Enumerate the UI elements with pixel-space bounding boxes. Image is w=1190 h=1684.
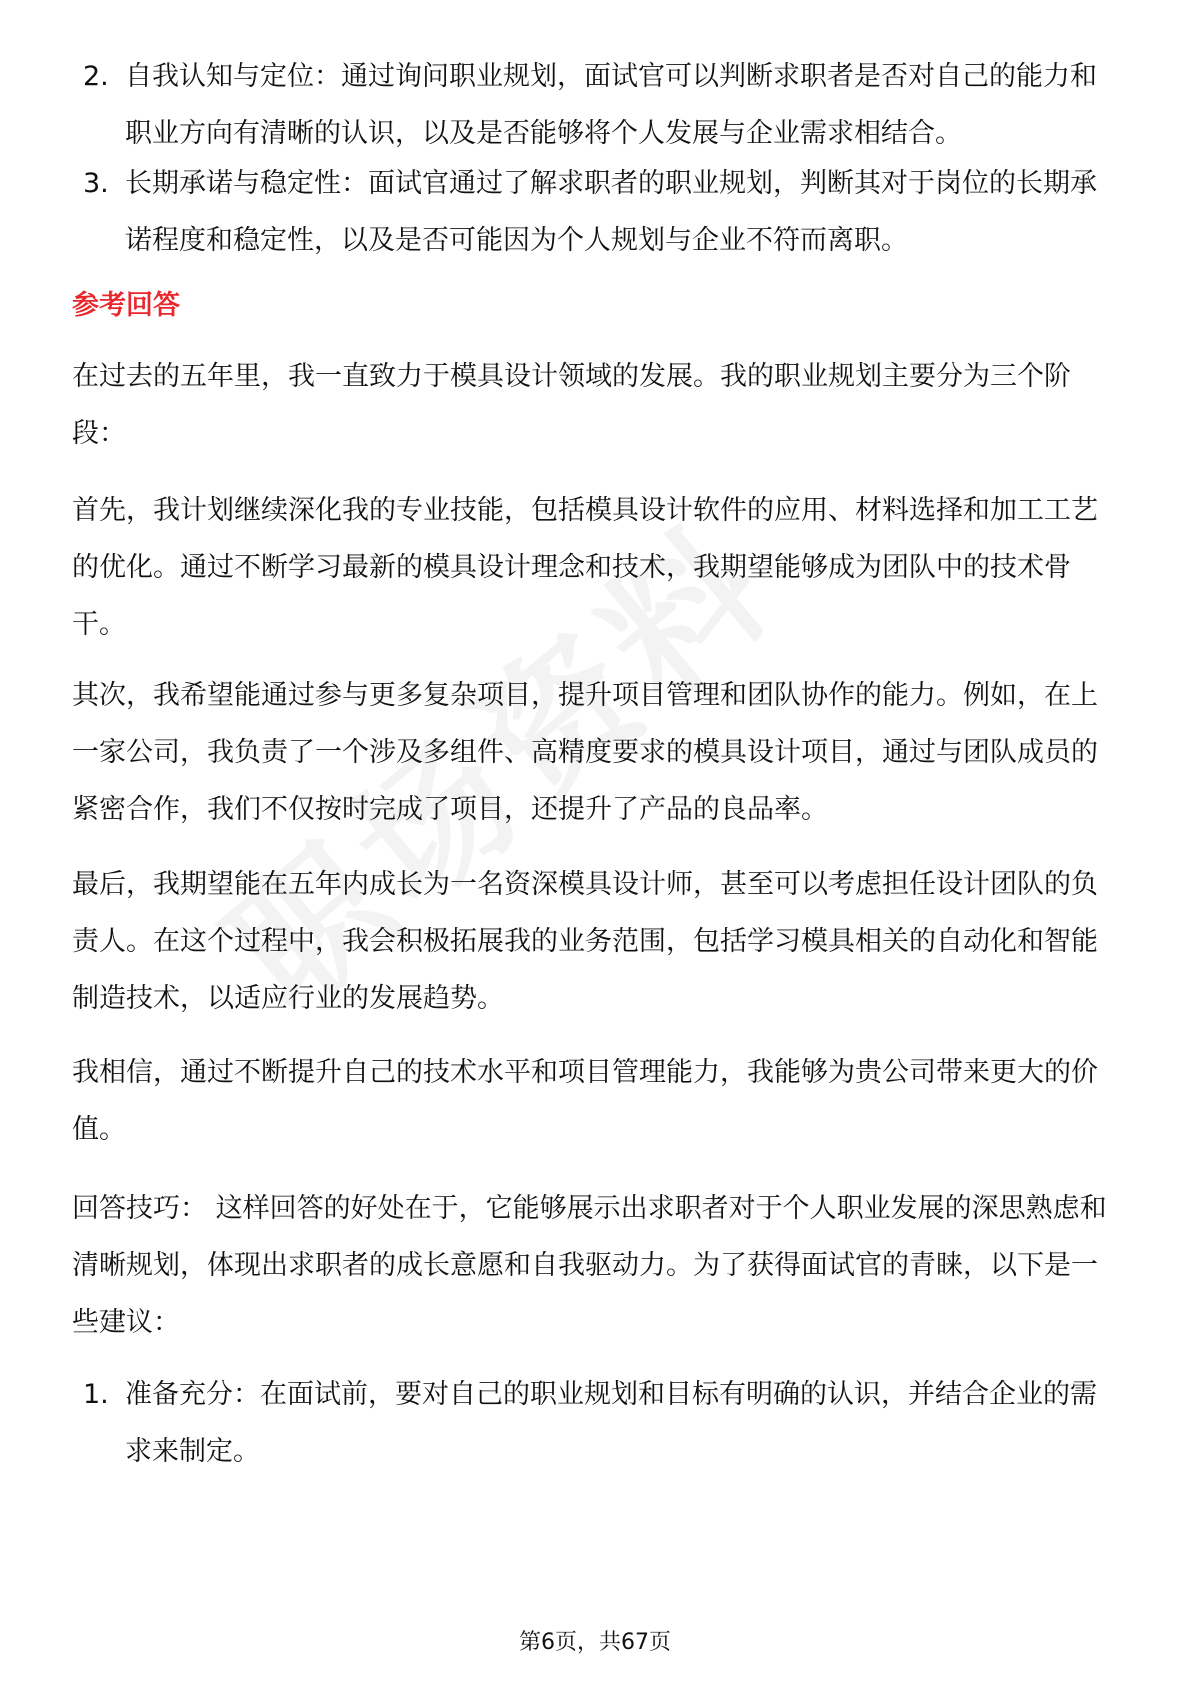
- paragraph: 首先，我计划继续深化我的专业技能，包括模具设计软件的应用、材料选择和加工工艺的优化。通过不断学习最新的模具设计理念和技术，我期望能够成为团队中的技术骨干。: [72, 495, 1098, 640]
- list-number: 2.: [83, 61, 109, 92]
- list-number: 1.: [83, 1379, 109, 1410]
- list-number: 3.: [83, 168, 109, 199]
- list-item: [70, 1366, 1120, 1480]
- paragraph: 在过去的五年里，我一直致力于模具设计领域的发展。我的职业规划主要分为三个阶段：: [72, 361, 1071, 449]
- page-footer: 第6页，共67页: [519, 1630, 671, 1655]
- section-heading: 参考回答: [72, 290, 180, 321]
- list-item: [70, 48, 1120, 162]
- paragraph: 回答技巧： 这样回答的好处在于，它能够展示出求职者对于个人职业发展的深思熟虑和清晰规划，体现出求职者的成长意愿和自我驱动力。为了获得面试官的青睐，以下是一些建议：: [72, 1193, 1107, 1338]
- list-text: 准备充分：在面试前，要对自己的职业规划和目标有明确的认识，并结合企业的需求来制定。: [125, 1379, 1097, 1467]
- list-text: 自我认知与定位：通过询问职业规划，面试官可以判断求职者是否对自己的能力和职业方向有清晰的认识，以及是否能够将个人发展与企业需求相结合。: [125, 61, 1097, 149]
- paragraph: 其次，我希望能通过参与更多复杂项目，提升项目管理和团队协作的能力。例如，在上一家公司，我负责了一个涉及多组件、高精度要求的模具设计项目，通过与团队成员的紧密合作，我们不仅按时完成了项目，还提升了产品的良品率。: [72, 680, 1098, 825]
- list-item: [70, 155, 1120, 269]
- list-text: 长期承诺与稳定性：面试官通过了解求职者的职业规划，判断其对于岗位的长期承诺程度和稳定性，以及是否可能因为个人规划与企业不符而离职。: [125, 168, 1097, 256]
- paragraph: 我相信，通过不断提升自己的技术水平和项目管理能力，我能够为贵公司带来更大的价值。: [72, 1057, 1098, 1145]
- paragraph: 最后，我期望能在五年内成长为一名资深模具设计师，甚至可以考虑担任设计团队的负责人。在这个过程中，我会积极拓展我的业务范围，包括学习模具相关的自动化和智能制造技术，以适应行业的发展趋势。: [72, 869, 1098, 1014]
